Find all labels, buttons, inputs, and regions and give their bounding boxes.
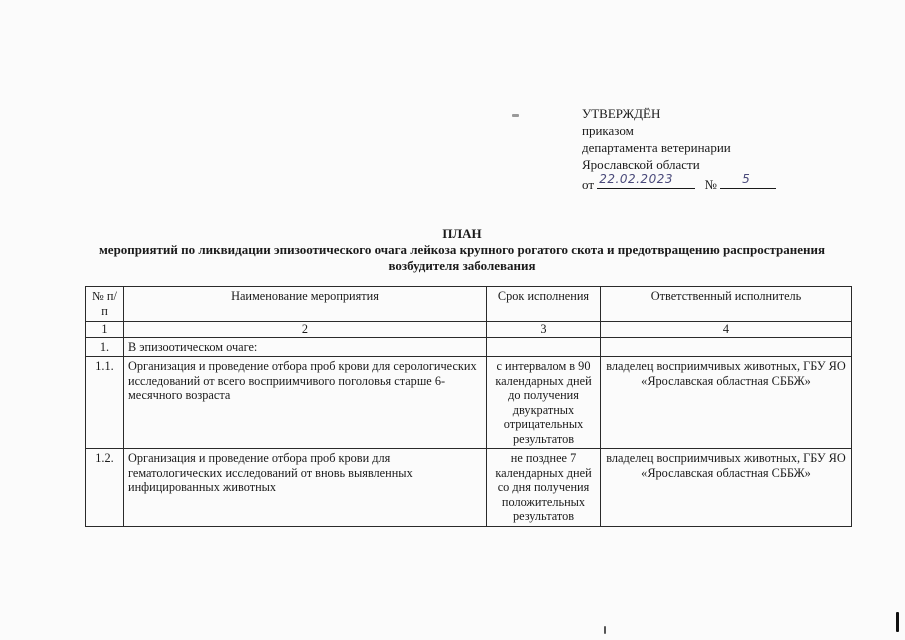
numbering-cell: 1 (86, 322, 124, 338)
row-responsible: владелец восприимчивых животных, ГБУ ЯО «Ярославская областная СББЖ» (601, 449, 852, 527)
row-responsible: владелец восприимчивых животных, ГБУ ЯО «Ярославская областная СББЖ» (601, 357, 852, 449)
approval-line-order: приказом (582, 123, 634, 138)
header-action: Наименование мероприятия (124, 287, 487, 322)
table-row (86, 357, 852, 449)
section-text: В эпизоотическом очаге: (124, 337, 487, 357)
approval-line-department: департамента ветеринарии (582, 140, 731, 155)
row-action: Организация и проведение отбора проб крови для гематологических исследований от вновь выявленных инфицированных животных (124, 449, 487, 527)
date-prefix: от (582, 177, 595, 192)
section-num: 1. (86, 337, 124, 357)
numbering-cell: 3 (487, 322, 601, 338)
scan-speck (604, 626, 606, 634)
number-field (720, 173, 776, 189)
document-title (90, 226, 834, 274)
numbering-cell: 2 (124, 322, 487, 338)
date-field (597, 173, 695, 189)
table-row (86, 449, 852, 527)
header-responsible: Ответственный исполнитель (601, 287, 852, 322)
header-num: № п/п (86, 287, 124, 322)
scan-speck (512, 114, 519, 117)
approval-stamp (582, 105, 776, 193)
scan-edge-mark (896, 612, 899, 632)
numbering-cell: 4 (601, 322, 852, 338)
approval-heading: УТВЕРЖДЁН (582, 106, 661, 121)
plan-subtitle: мероприятий по ликвидации эпизоотического очага лейкоза крупного рогатого скота и предотвращению распространения возбудителя заболевания (98, 242, 826, 273)
row-num: 1.2. (86, 449, 124, 527)
empty-cell (487, 337, 601, 357)
plan-table (85, 286, 852, 527)
empty-cell (601, 337, 852, 357)
approval-date-line (582, 173, 776, 193)
date-value: 22.02.2023 (599, 172, 673, 186)
row-num: 1.1. (86, 357, 124, 449)
header-term: Срок исполнения (487, 287, 601, 322)
approval-line-region: Ярославской области (582, 157, 700, 172)
table-numbering-row (86, 322, 852, 338)
plan-heading: ПЛАН (442, 226, 482, 241)
row-term: с интервалом в 90 календарных дней до получения двукратных отрицательных результатов (487, 357, 601, 449)
row-term: не позднее 7 календарных дней со дня получения положительных результатов (487, 449, 601, 527)
row-action: Организация и проведение отбора проб крови для серологических исследований от всего восприимчивого поголовья старше 6-месячного возраста (124, 357, 487, 449)
number-value: 5 (742, 172, 751, 186)
table-header-row (86, 287, 852, 322)
section-row (86, 337, 852, 357)
number-prefix: № (704, 177, 717, 192)
